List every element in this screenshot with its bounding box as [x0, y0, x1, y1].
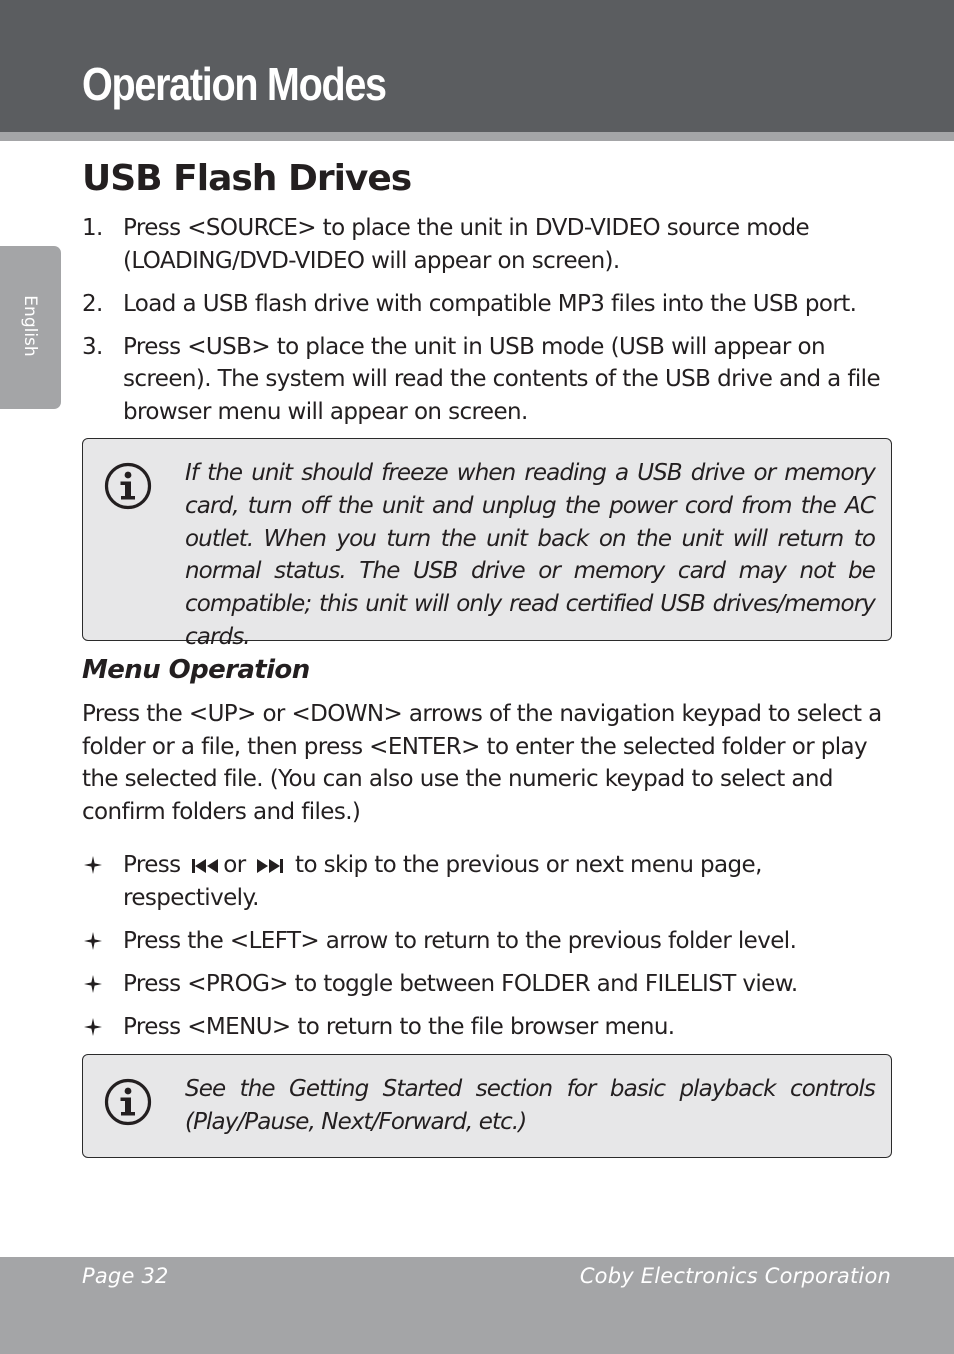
- bullet-item: [82, 968, 892, 1001]
- skip-next-icon: [256, 858, 284, 874]
- header-stripe: [0, 132, 954, 141]
- freeze-note: [82, 438, 892, 650]
- step-text: Press <USB> to place the unit in USB mode (USB will appear on screen). The system will read the contents of the USB drive and a file browser menu will appear on screen.: [123, 333, 881, 425]
- four-point-star-icon: [84, 975, 102, 993]
- step-item: [82, 331, 892, 429]
- steps-list: [82, 212, 892, 439]
- step-item: [82, 288, 892, 321]
- bullet-text-after: to skip to the previous or next menu page, respectively.: [123, 852, 762, 911]
- four-point-star-icon: [84, 1018, 102, 1036]
- bullet-item: [82, 925, 892, 958]
- bullet-item: [82, 1011, 892, 1044]
- four-point-star-icon: [84, 856, 102, 874]
- step-text: Load a USB flash drive with compatible MP3 files into the USB port.: [123, 290, 857, 317]
- page-number: Page 32: [82, 1264, 169, 1288]
- menu-operation-paragraph: Press the <UP> or <DOWN> arrows of the navigation keypad to select a folder or a file, then press <ENTER> to enter the selected folder or play the selected file. (You can also use the numeric keypad to select and confirm folders and files.): [82, 701, 882, 825]
- bullet-text-middle: or: [223, 852, 246, 878]
- bullet-item: [82, 849, 892, 914]
- playback-note: [82, 1054, 892, 1158]
- step-number: 2.: [82, 290, 103, 317]
- bullet-list: [82, 849, 892, 1054]
- skip-previous-icon: [191, 858, 219, 874]
- step-number: 3.: [82, 333, 103, 360]
- bullet-text-before: Press: [123, 852, 181, 878]
- menu-operation-title: Menu Operation: [82, 655, 310, 685]
- freeze-note-text: If the unit should freeze when reading a USB drive or memory card, turn off the unit and unplug the power cord from the AC outlet. When you turn the unit back on the unit will return to normal status. The USB drive or memory card may not be compatible; this unit will only read certified USB drives/memory cards.: [185, 460, 875, 650]
- info-icon: [104, 462, 152, 510]
- bullet-text: Press <PROG> to toggle between FOLDER and FILELIST view.: [123, 970, 798, 997]
- page-title: Operation Modes: [82, 58, 386, 110]
- info-icon: [104, 1078, 152, 1126]
- bullet-text: Press the <LEFT> arrow to return to the previous folder level.: [123, 927, 797, 954]
- playback-note-text: See the Getting Started section for basic playback controls (Play/Pause, Next/Forward, etc.): [185, 1076, 875, 1135]
- bullet-text: Press <MENU> to return to the file browser menu.: [123, 1013, 675, 1040]
- step-text: Press <SOURCE> to place the unit in DVD-VIDEO source mode (LOADING/DVD-VIDEO will appear on screen).: [123, 215, 810, 274]
- four-point-star-icon: [84, 932, 102, 950]
- step-number: 1.: [82, 215, 103, 241]
- language-tab-label: English: [20, 295, 40, 357]
- step-item: [82, 212, 892, 277]
- company-name: Coby Electronics Corporation: [579, 1264, 891, 1288]
- section-title: USB Flash Drives: [82, 158, 412, 199]
